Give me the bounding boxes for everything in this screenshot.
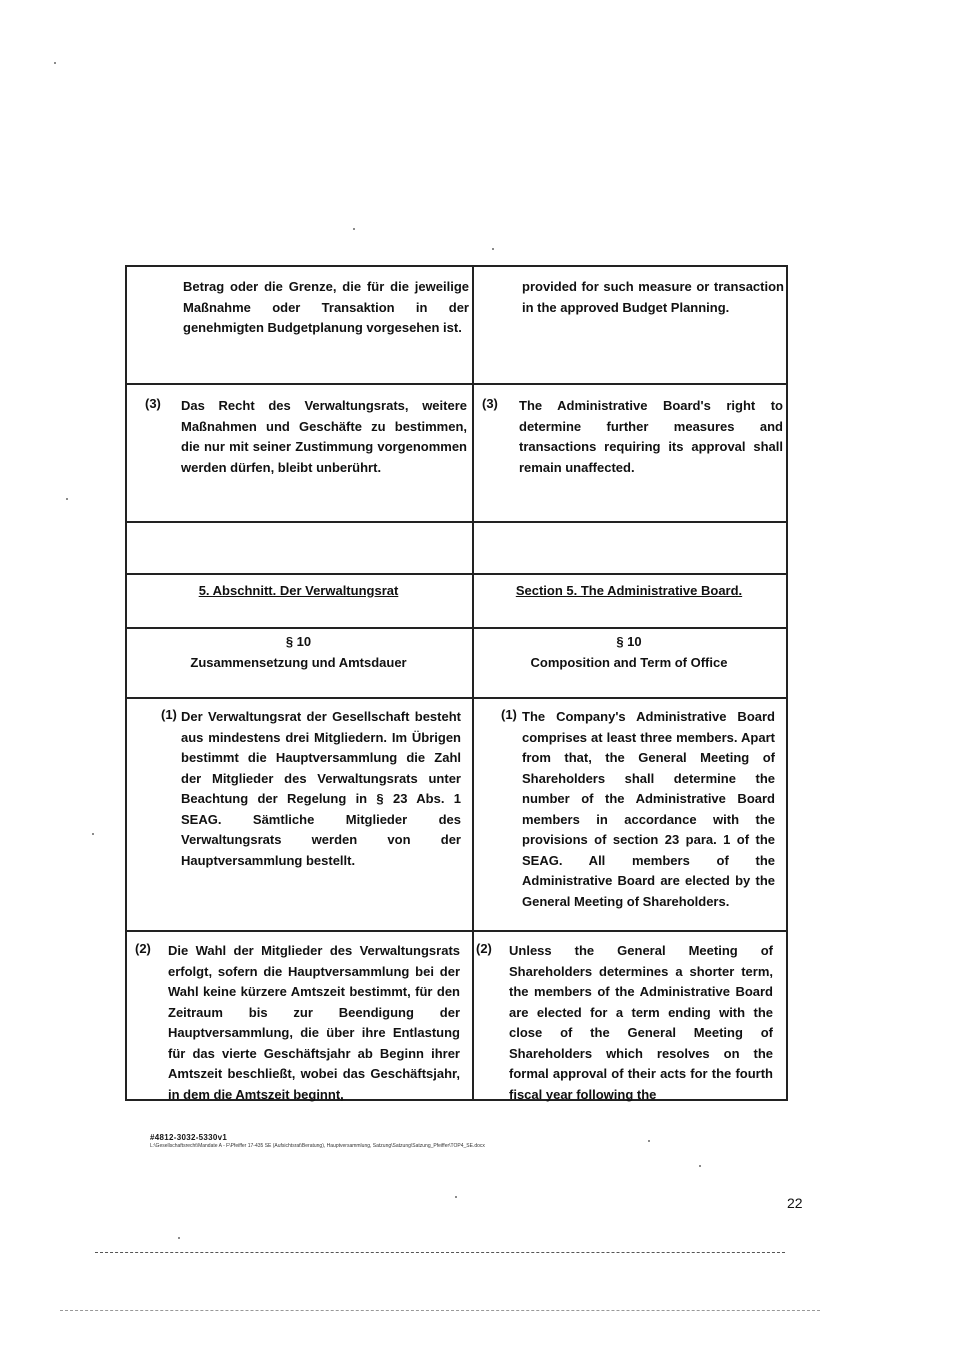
scan-speck [92,833,94,835]
scan-artifact-line [95,1252,785,1253]
section-heading-en: Section 5. The Administrative Board. [515,583,743,598]
paragraph-number-en: (1) [501,707,517,722]
row-divider [125,930,788,932]
scan-speck [648,1140,650,1142]
scan-speck [54,62,56,64]
article-number-en: § 10 [616,634,642,649]
scan-speck [178,1237,180,1239]
scan-artifact-line [60,1310,820,1311]
row-divider [125,697,788,699]
paragraph-german-text: Die Wahl der Mitglieder des Verwaltungsrats erfolgt, sofern die Hauptversammlung bei der Wahl keine kürzere Amtszeit bestimmt, für den Zeitraum bis zur Beendigung der Hauptversammlung, die über ihre Entlastung für das vierte Geschäftsjahr ab Beginn ihrer Amtszeit beschließt, wobei das Geschäftsjahr, in dem die Amtszeit beginnt, [168,943,460,1102]
paragraph-number-en: (2) [476,941,492,956]
row-divider [125,265,788,267]
scan-speck [492,248,494,250]
paragraph-english-text: The Company's Administrative Board comprises at least three members. Apart from that, the General Meeting of Shareholders shall determine the number of the Administrative Board members in accordance with the provisions of section 23 para. 1 of the SEAG. All members of the Administrative Board are elected by the General Meeting of Shareholders. [522,709,775,909]
paragraph-number-de: (2) [135,941,151,956]
row-divider [125,627,788,629]
table-left-border [125,265,127,1100]
paragraph-number-de: (1) [161,707,177,722]
table-right-border [786,265,788,1100]
document-path: L:\Gesellschaftsrecht\Mandate A - F\Pfeiffer 17-435 SE (Aufsichtsrat\Beratung), Hauptversammlung, Satzung\Satzung\Satzung_Pfeiffer\TOP4_SE.docx [150,1143,485,1149]
scan-speck [353,228,355,230]
row-divider [125,383,788,385]
page-number: 22 [787,1195,803,1211]
paragraph-number-de: (3) [145,396,161,411]
scan-speck [455,1196,457,1198]
row-german-text: Das Recht des Verwaltungsrats, weitere Maßnahmen und Geschäfte zu bestimmen, die nur mit seiner Zustimmung vorgenommen werden dürfen, bleibt unberührt. [181,398,467,475]
scan-speck [699,1165,701,1167]
row-english-text: provided for such measure or transaction in the approved Budget Planning. [522,279,784,315]
article-title-en: Composition and Term of Office [530,655,728,670]
table-center-border [472,265,474,1100]
row-divider [125,521,788,523]
paragraph-number-en: (3) [482,396,498,411]
row-english-text: The Administrative Board's right to determine further measures and transactions requiring its approval shall remain unaffected. [519,398,783,475]
row-divider [125,573,788,575]
row-german-text: Betrag oder die Grenze, die für die jeweilige Maßnahme oder Transaktion in der genehmigten Budgetplanung vorgesehen ist. [183,279,469,335]
scan-speck [66,498,68,500]
section-heading-de: 5. Abschnitt. Der Verwaltungsrat [198,583,399,598]
paragraph-english-text: Unless the General Meeting of Shareholders determines a shorter term, the members of the Administrative Board are elected for a term ending with the close of the General Meeting of Shareholders which resolves on the formal approval of their acts for the fourth fiscal year following the [509,943,773,1102]
document-id: #4812-3032-5330v1 [150,1133,228,1142]
bilingual-table [125,265,788,1100]
paragraph-german-text: Der Verwaltungsrat der Gesellschaft besteht aus mindestens drei Mitgliedern. Im Übrigen bestimmt die Hauptversammlung die Zahl der Mitglieder des Verwaltungsrats unter Beachtung der Regelung in § 23 Abs. 1 SEAG. Sämtliche Mitglieder des Verwaltungsrats werden von der Hauptversammlung bestellt. [181,709,461,868]
article-title-de: Zusammensetzung und Amtsdauer [190,655,407,670]
article-number-de: § 10 [285,634,312,649]
